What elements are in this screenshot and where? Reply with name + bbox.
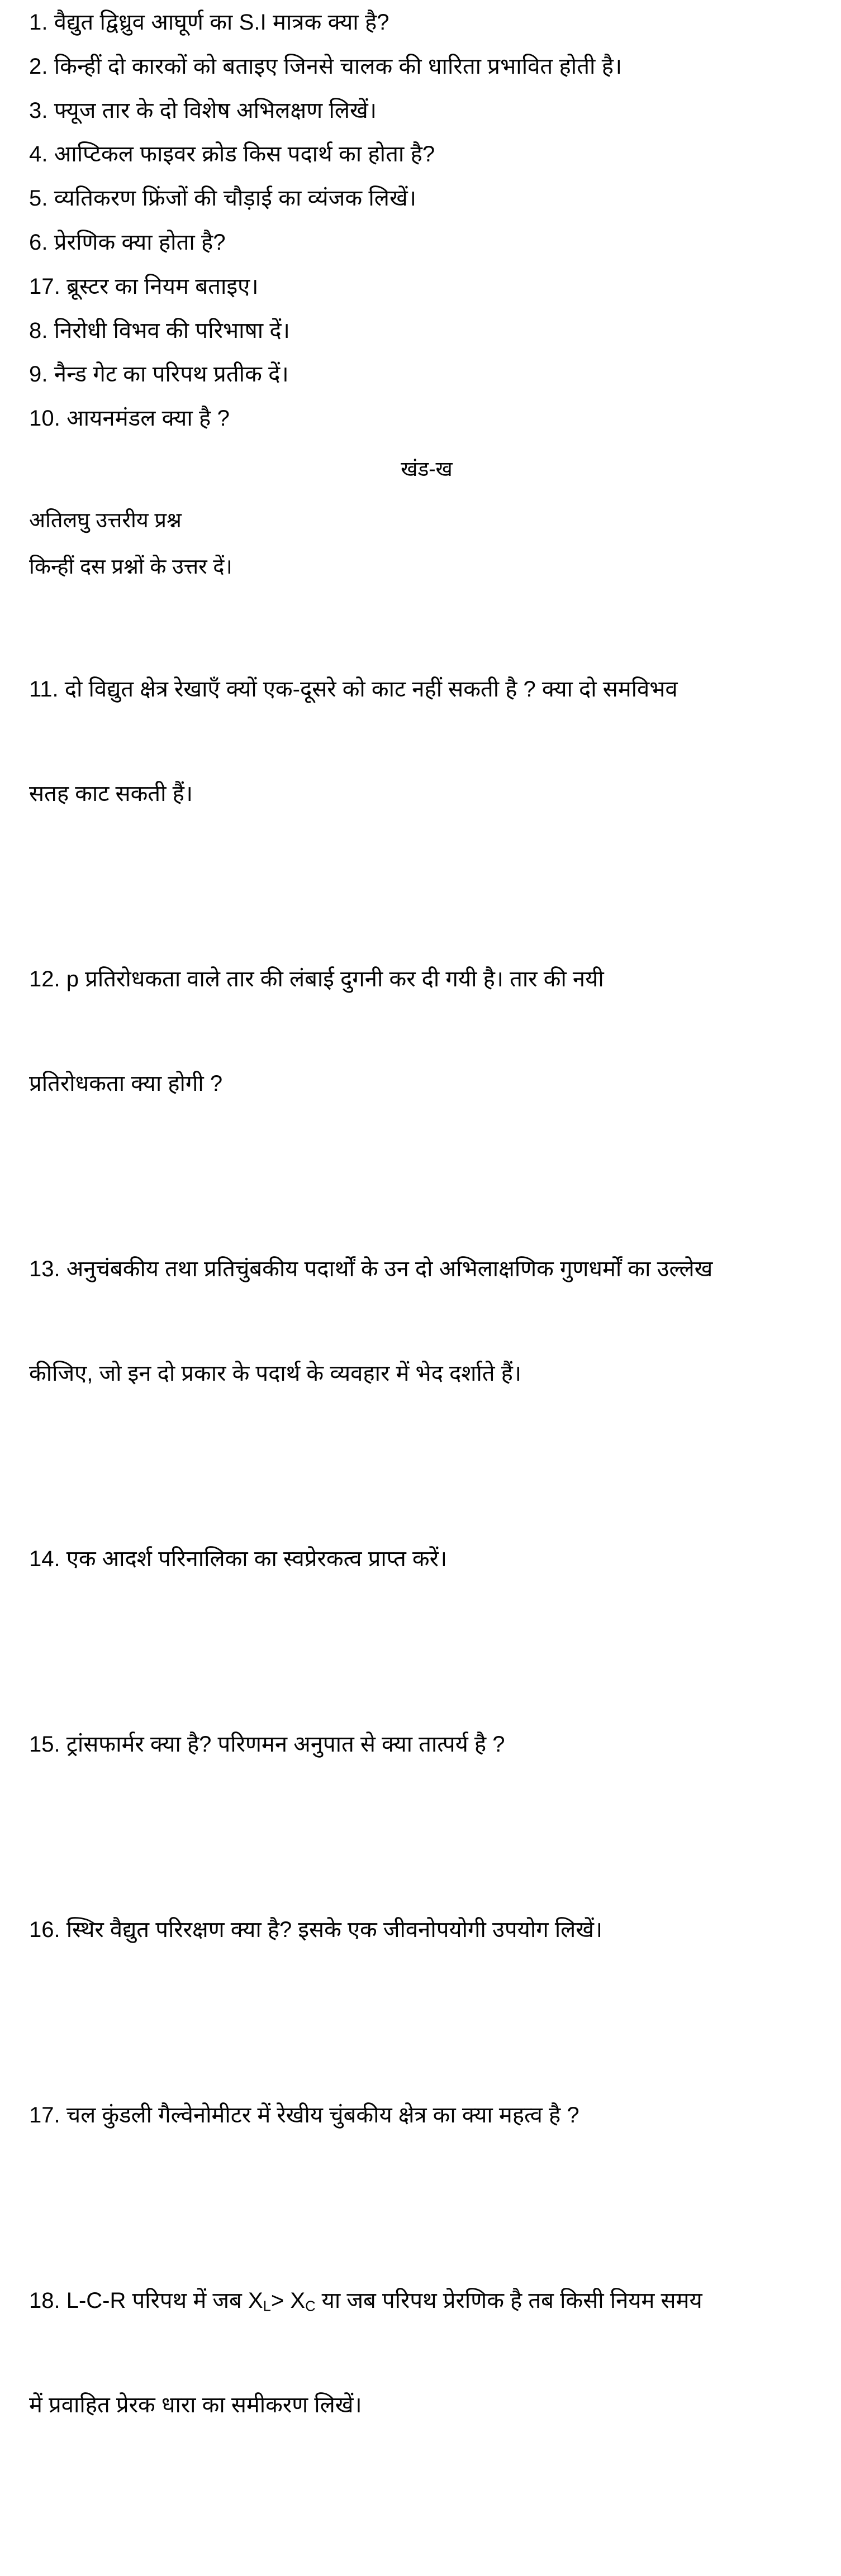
question-15-line-1: 15. ट्रांसफार्मर क्या है? परिणमन अनुपात से क्या तात्पर्य है ?	[29, 1731, 505, 1757]
section-b-question-list	[29, 602, 824, 2492]
question-item-3: 3. फ्यूज तार के दो विशेष अभिलक्षण लिखें।	[29, 98, 377, 123]
question-item-15	[29, 1657, 809, 1831]
section-b-subheading-instruction: किन्हीं दस प्रश्नों के उत्तर दें।	[29, 555, 232, 579]
question-item-8: 8. निरोधी विभव की परिभाषा दें।	[29, 318, 291, 343]
question-12-line-1: 12. p प्रतिरोधकता वाले तार की लंबाई दुगनी कर दी गयी है। तार की नयी	[29, 966, 604, 991]
question-item-7: 17. ब्रूस्टर का नियम बताइए।	[29, 274, 259, 299]
question-item-5: 5. व्यतिकरण फ्रिंजों की चौड़ाई का व्यंजक लिखें।	[29, 186, 417, 211]
question-item-11	[29, 602, 809, 881]
question-item-4: 4. आप्टिकल फाइवर क्रोड किस पदार्थ का होता है?	[29, 142, 435, 167]
question-item-14	[29, 1472, 809, 1646]
section-b-subheading-type: अतिलघु उत्तरीय प्रश्न	[29, 508, 182, 532]
question-item-13	[29, 1182, 809, 1461]
reactance-capacitive-subscript: C	[305, 2298, 316, 2315]
question-item-1: 1. वैद्युत द्विध्रुव आघूर्ण का S.I मात्रक क्या है?	[29, 10, 389, 35]
question-item-9: 9. नैन्ड गेट का परिपथ प्रतीक दें।	[29, 362, 289, 387]
question-item-12	[29, 892, 809, 1171]
question-18-prefix: 18. L-C-R परिपथ में जब X	[29, 2288, 263, 2313]
question-item-6: 6. प्रेरणिक क्या होता है?	[29, 230, 226, 255]
question-13-line-2: कीजिए, जो इन दो प्रकार के पदार्थ के व्यवहार में भेद दर्शाते हैं।	[29, 1361, 522, 1386]
question-11-line-2: सतह काट सकती हैं।	[29, 781, 193, 806]
question-18-comparator: > X	[270, 2288, 306, 2313]
question-item-10: 10. आयनमंडल क्या है ?	[29, 406, 230, 431]
question-18-line-1	[29, 2283, 809, 2318]
question-16-line-1: 16. स्थिर वैद्युत परिरक्षण क्या है? इसके एक जीवनोपयोगी उपयोग लिखें।	[29, 1917, 603, 1942]
question-17-line-1: 17. चल कुंडली गैल्वेनोमीटर में रेखीय चुंबकीय क्षेत्र का क्या महत्व है ?	[29, 2102, 579, 2127]
question-18-line-2: में प्रवाहित प्रेरक धारा का समीकरण लिखें।	[29, 2392, 362, 2417]
question-item-18	[29, 2214, 809, 2492]
question-item-16	[29, 1843, 809, 2017]
question-item-17	[29, 2028, 809, 2202]
page-bottom-whitespace	[29, 2503, 824, 2554]
question-12-line-2: प्रतिरोधकता क्या होगी ?	[29, 1071, 223, 1096]
question-14-line-1: 14. एक आदर्श परिनालिका का स्वप्रेरकत्व प्राप्त करें।	[29, 1546, 448, 1571]
reactance-inductive-subscript: L	[263, 2298, 271, 2315]
question-13-line-1: 13. अनुचंबकीय तथा प्रतिचुंबकीय पदार्थों के उन दो अभिलाक्षणिक गुणधर्मों का उल्लेख	[29, 1256, 713, 1281]
question-item-2: 2. किन्हीं दो कारकों को बताइए जिनसे चालक की धारिता प्रभावित होती है।	[29, 54, 623, 79]
section-a-question-list	[29, 6, 824, 436]
question-18-line-1-tail: या जब परिपथ प्रेरणिक है तब किसी नियम समय	[315, 2288, 702, 2313]
question-11-line-1: 11. दो विद्युत क्षेत्र रेखाएँ क्यों एक-दूसरे को काट नहीं सकती है ? क्या दो समविभव	[29, 676, 678, 702]
section-b-heading: खंड-ख	[401, 457, 453, 480]
